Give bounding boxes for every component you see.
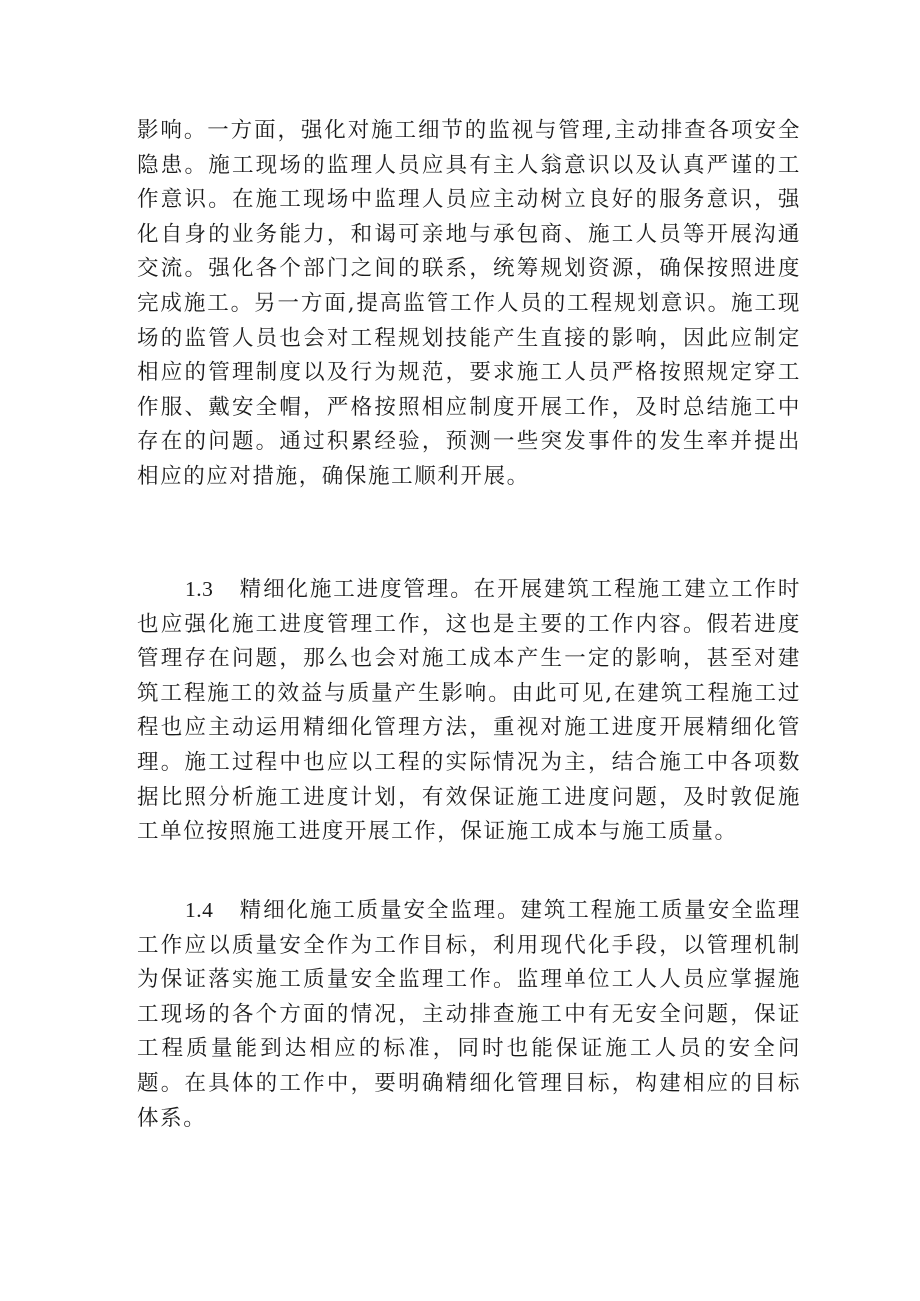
section-text-1-3: 精细化施工进度管理。在开展建筑工程施工建立工作时也应强化施工进度管理工作，这也是主要的工作内容。假若进度管理存在问题，那么也会对施工成本产生一定的影响，甚至对建筑工程施工的效益与质量产生影响。由此可见,在建筑工程施工过程也应主动运用精细化管理方法，重视对施工进度开展精细化管理。施工过程中也应以工程的实际情况为主，结合施工中各项数据比照分析施工进度计划，有效保证施工进度问题，及时敦促施工单位按照施工进度开展工作，保证施工成本与施工质量。 (137, 577, 801, 845)
paragraph-section-1-4 (137, 893, 801, 1136)
section-number-1-4: 1.4 (185, 898, 214, 922)
paragraph-section-1-3 (137, 572, 801, 850)
paragraph-safety-continued: 影响。一方面，强化对施工细节的监视与管理,主动排查各项安全隐患。施工现场的监理人员应具有主人翁意识以及认真严谨的工作意识。在施工现场中监理人员应主动树立良好的服务意识，强化自身的业务能力，和谒可亲地与承包商、施工人员等开展沟通交流。强化各个部门之间的联系，统筹规划资源，确保按照进度完成施工。另一方面,提高监管工作人员的工程规划意识。施工现场的监管人员也会对工程规划技能产生直接的影响，因此应制定相应的管理制度以及行为规范，要求施工人员严格按照规定穿工作服、戴安全帽，严格按照相应制度开展工作，及时总结施工中存在的问题。通过积累经验，预测一些突发事件的发生率并提出相应的应对措施，确保施工顺利开展。 (137, 118, 801, 489)
section-number-1-3: 1.3 (185, 577, 214, 601)
section-text-1-4: 精细化施工质量安全监理。建筑工程施工质量安全监理工作应以质量安全作为工作目标，利用现代化手段，以管理机制为保证落实施工质量安全监理工作。监理单位工人人员应掌握施工现场的各个方面的情况，主动排查施工中有无安全问题，保证工程质量能到达相应的标准，同时也能保证施工人员的安全问题。在具体的工作中，要明确精细化管理目标，构建相应的目标体系。 (137, 898, 801, 1131)
